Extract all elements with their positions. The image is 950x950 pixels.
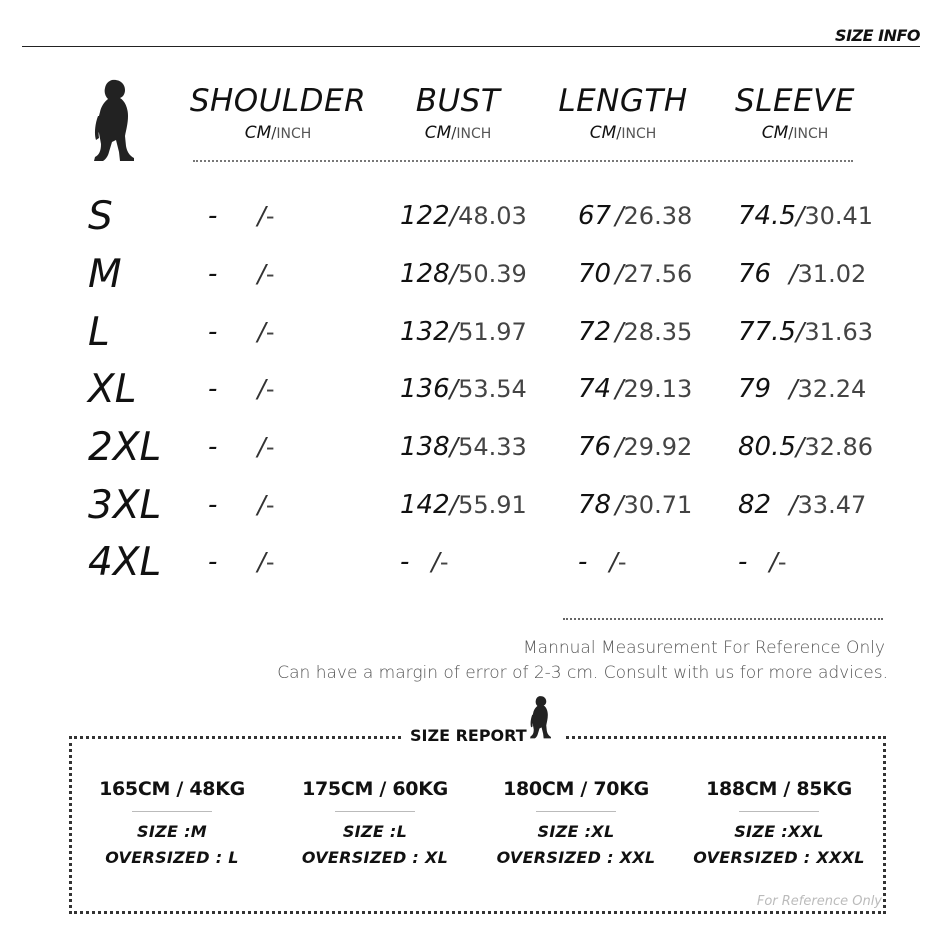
value-inch: - (777, 548, 787, 576)
entry-divider (536, 811, 616, 812)
column-header-length (548, 83, 698, 143)
measurement-cell (738, 261, 866, 287)
recommended-size: SIZE :XXL (734, 822, 824, 841)
size-row (0, 310, 950, 363)
value-inch: - (265, 491, 275, 519)
value-inch: 30.71 (623, 491, 693, 519)
oversized-size: OVERSIZED : XXL (496, 848, 656, 867)
value-separator: / (615, 432, 624, 461)
height-weight: 180CM / 70KG (503, 778, 649, 800)
value-cm: - (208, 547, 218, 577)
size-row (0, 425, 950, 478)
value-inch: 31.63 (804, 318, 874, 346)
value-cm: 74.5 (738, 201, 796, 231)
measurement-cell (738, 492, 866, 518)
value-cm: 122 (400, 201, 450, 231)
measurement-cell (208, 434, 275, 460)
measurement-cell (578, 203, 692, 229)
value-separator: / (615, 490, 624, 519)
value-cm: 72 (578, 317, 612, 347)
value-cm: 77.5 (738, 317, 796, 347)
measurement-cell (578, 319, 692, 345)
page-title: SIZE INFO (835, 26, 920, 45)
value-inch: 54.33 (458, 433, 527, 461)
column-title: SLEEVE (735, 83, 855, 119)
report-entry (684, 778, 874, 867)
value-separator: / (769, 547, 778, 576)
measurement-cell (738, 434, 873, 460)
oversized-size: OVERSIZED : XXXL (693, 848, 865, 867)
unit-inch: INCH (276, 126, 312, 142)
measurement-cell (400, 203, 527, 229)
value-separator: / (615, 374, 624, 403)
value-separator: / (257, 201, 266, 230)
unit-sep: / (451, 124, 457, 142)
measurement-cell (738, 549, 787, 575)
value-cm: 74 (578, 374, 612, 404)
value-cm: 142 (400, 490, 450, 520)
measurement-cell (400, 319, 527, 345)
value-inch: 32.24 (797, 375, 867, 403)
recommended-size: SIZE :M (137, 822, 207, 841)
oversized-size: OVERSIZED : XL (301, 848, 449, 867)
size-label: 4XL (88, 540, 162, 585)
value-separator: / (257, 432, 266, 461)
ape-silhouette-icon (90, 78, 136, 166)
unit-label (548, 125, 698, 142)
reference-footnote: For Reference Only (756, 894, 882, 909)
notes-dotted-divider (563, 618, 883, 620)
column-header-sleeve (725, 83, 865, 143)
value-inch: 48.03 (458, 202, 527, 230)
entry-divider (335, 811, 415, 812)
unit-inch: INCH (793, 126, 829, 142)
value-cm: 70 (578, 259, 612, 289)
unit-cm: CM (244, 123, 272, 143)
unit-inch: INCH (621, 126, 657, 142)
value-inch: 26.38 (623, 202, 693, 230)
value-cm: 67 (578, 201, 612, 231)
value-cm: - (400, 547, 410, 577)
value-cm: - (738, 547, 748, 577)
value-inch: - (265, 318, 275, 346)
value-inch: 50.39 (458, 260, 527, 288)
column-title: LENGTH (558, 83, 688, 119)
size-label: 3XL (88, 483, 162, 528)
column-header-shoulder (185, 83, 371, 143)
value-inch: 31.02 (797, 260, 867, 288)
value-separator: / (257, 547, 266, 576)
value-separator: / (449, 490, 459, 519)
unit-cm: CM (424, 123, 452, 143)
value-inch: 55.91 (458, 491, 527, 519)
measurement-cell (738, 203, 873, 229)
column-title: SHOULDER (189, 83, 367, 119)
value-inch: - (617, 548, 627, 576)
value-cm: 80.5 (738, 432, 796, 462)
value-separator: / (431, 547, 440, 576)
size-report-title: SIZE REPORT (402, 724, 535, 747)
height-weight: 175CM / 60KG (302, 778, 448, 800)
value-separator: / (257, 490, 266, 519)
value-separator: / (257, 317, 266, 346)
unit-label (185, 125, 371, 142)
value-inch: - (265, 433, 275, 461)
value-separator: / (449, 259, 459, 288)
entry-divider (132, 811, 212, 812)
measurement-cell (578, 261, 692, 287)
value-cm: 82 (738, 490, 772, 520)
value-inch: 53.54 (458, 375, 527, 403)
value-inch: - (265, 260, 275, 288)
recommended-size: SIZE :XL (537, 822, 615, 841)
value-separator: / (609, 547, 618, 576)
value-separator: / (615, 201, 624, 230)
value-cm: - (208, 490, 218, 520)
value-inch: 51.97 (458, 318, 527, 346)
measurement-note: Mannual Measurement For Reference Only (523, 638, 885, 658)
value-separator: / (615, 259, 624, 288)
value-cm: 136 (400, 374, 450, 404)
value-separator: / (449, 432, 459, 461)
value-separator: / (449, 201, 459, 230)
header-rule (22, 46, 920, 47)
value-inch: - (265, 375, 275, 403)
value-inch: 32.86 (804, 433, 874, 461)
measurement-cell (208, 203, 275, 229)
unit-cm: CM (761, 123, 789, 143)
value-cm: 76 (578, 432, 612, 462)
value-inch: - (439, 548, 449, 576)
unit-label (388, 125, 528, 142)
report-entry (481, 778, 671, 867)
value-separator: / (789, 259, 798, 288)
measurement-cell (400, 376, 527, 402)
measurement-cell (400, 492, 527, 518)
column-title: BUST (415, 83, 501, 119)
value-separator: / (615, 317, 624, 346)
report-entry (77, 778, 267, 867)
unit-inch: INCH (456, 126, 492, 142)
measurement-cell (578, 434, 692, 460)
value-inch: 29.13 (623, 375, 693, 403)
value-separator: / (795, 201, 805, 230)
measurement-cell (208, 376, 275, 402)
value-cm: - (208, 432, 218, 462)
value-inch: 29.92 (623, 433, 693, 461)
size-row (0, 540, 950, 593)
value-cm: - (578, 547, 588, 577)
value-separator: / (795, 317, 805, 346)
error-margin-note: Can have a margin of error of 2-3 cm. Consult with us for more advices. (277, 663, 888, 683)
measurement-cell (578, 549, 627, 575)
ape-silhouette-icon (528, 694, 552, 744)
measurement-cell (400, 261, 527, 287)
measurement-cell (208, 492, 275, 518)
height-weight: 188CM / 85KG (706, 778, 852, 800)
unit-label (725, 125, 865, 142)
value-cm: - (208, 374, 218, 404)
size-label: 2XL (88, 425, 162, 470)
value-separator: / (449, 374, 459, 403)
unit-sep: / (788, 124, 794, 142)
value-separator: / (795, 432, 805, 461)
size-row (0, 194, 950, 247)
recommended-size: SIZE :L (342, 822, 408, 841)
value-separator: / (789, 490, 798, 519)
value-cm: 132 (400, 317, 450, 347)
value-inch: - (265, 548, 275, 576)
value-inch: 27.56 (623, 260, 693, 288)
entry-divider (739, 811, 819, 812)
size-row (0, 367, 950, 420)
value-inch: - (265, 202, 275, 230)
size-label: S (88, 194, 113, 239)
value-separator: / (449, 317, 459, 346)
measurement-cell (208, 549, 275, 575)
height-weight: 165CM / 48KG (99, 778, 245, 800)
value-separator: / (257, 374, 266, 403)
unit-sep: / (271, 124, 277, 142)
value-cm: 79 (738, 374, 772, 404)
value-separator: / (257, 259, 266, 288)
size-row (0, 483, 950, 536)
measurement-cell (208, 319, 275, 345)
column-header-bust (388, 83, 528, 143)
value-cm: - (208, 317, 218, 347)
measurement-cell (208, 261, 275, 287)
value-inch: 33.47 (797, 491, 867, 519)
size-row (0, 252, 950, 305)
value-cm: 138 (400, 432, 450, 462)
value-separator: / (789, 374, 798, 403)
measurement-cell (400, 434, 527, 460)
measurement-cell (400, 549, 449, 575)
measurement-cell (738, 319, 873, 345)
report-entry (280, 778, 470, 867)
value-cm: 128 (400, 259, 450, 289)
size-label: XL (88, 367, 137, 412)
measurement-cell (578, 376, 692, 402)
value-inch: 28.35 (623, 318, 693, 346)
unit-sep: / (616, 124, 622, 142)
value-cm: 76 (738, 259, 772, 289)
value-cm: - (208, 259, 218, 289)
header-dotted-divider (193, 160, 853, 162)
unit-cm: CM (589, 123, 617, 143)
value-cm: 78 (578, 490, 612, 520)
size-label: M (88, 252, 122, 297)
value-inch: 30.41 (804, 202, 874, 230)
oversized-size: OVERSIZED : L (105, 848, 239, 867)
measurement-cell (738, 376, 866, 402)
measurement-cell (578, 492, 692, 518)
size-label: L (88, 310, 110, 355)
value-cm: - (208, 201, 218, 231)
